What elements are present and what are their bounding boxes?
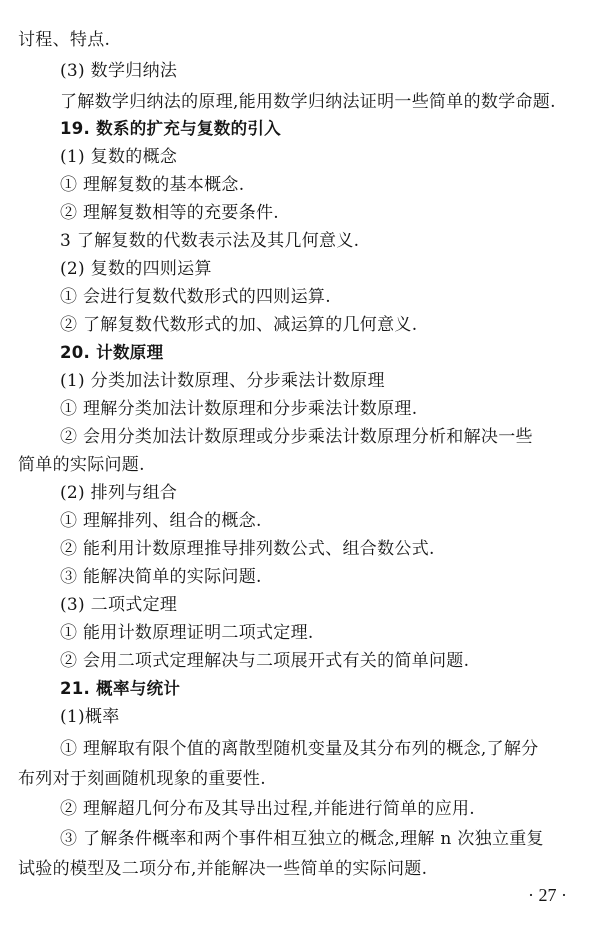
list-item: ② 会用分类加法计数原理或分步乘法计数原理分析和解决一些 [60, 427, 533, 447]
subsection-heading: (1) 分类加法计数原理、分步乘法计数原理 [60, 371, 385, 391]
list-item: ② 会用二项式定理解决与二项展开式有关的简单问题. [60, 651, 470, 671]
text-line: 布列对于刻画随机现象的重要性. [18, 769, 266, 789]
section-heading-20: 20. 计数原理 [60, 343, 164, 362]
section-heading-21: 21. 概率与统计 [60, 679, 181, 698]
list-item: ① 理解排列、组合的概念. [60, 511, 262, 531]
list-item: ① 会进行复数代数形式的四则运算. [60, 287, 331, 307]
list-item: ③ 能解决简单的实际问题. [60, 567, 262, 587]
text-line: 简单的实际问题. [18, 455, 145, 475]
list-item: ① 能用计数原理证明二项式定理. [60, 623, 314, 643]
subsection-heading: (2) 复数的四则运算 [60, 259, 212, 279]
text-line: 试验的模型及二项分布,并能解决一些简单的实际问题. [18, 859, 428, 879]
list-item: ① 理解分类加法计数原理和分步乘法计数原理. [60, 399, 418, 419]
list-item: ② 能利用计数原理推导排列数公式、组合数公式. [60, 539, 435, 559]
list-item: ① 理解取有限个值的离散型随机变量及其分布列的概念,了解分 [60, 739, 539, 759]
text-line: 了解数学归纳法的原理,能用数学归纳法证明一些简单的数学命题. [60, 92, 556, 112]
subsection-heading: (1)概率 [60, 707, 120, 727]
list-item: ① 理解复数的基本概念. [60, 175, 245, 195]
subsection-heading: (3) 数学归纳法 [60, 61, 178, 81]
subsection-heading: (2) 排列与组合 [60, 483, 178, 503]
subsection-heading: (1) 复数的概念 [60, 147, 178, 167]
list-item: 3 了解复数的代数表示法及其几何意义. [60, 231, 360, 251]
list-item: ② 理解复数相等的充要条件. [60, 203, 280, 223]
list-item: ② 理解超几何分布及其导出过程,并能进行简单的应用. [60, 799, 476, 819]
list-item: ② 了解复数代数形式的加、减运算的几何意义. [60, 315, 418, 335]
text-line: 讨程、特点. [18, 30, 111, 50]
list-item: ③ 了解条件概率和两个事件相互独立的概念,理解 n 次独立重复 [60, 829, 544, 849]
subsection-heading: (3) 二项式定理 [60, 595, 178, 615]
page-number: · 27 · [528, 885, 567, 905]
section-heading-19: 19. 数系的扩充与复数的引入 [60, 119, 281, 138]
